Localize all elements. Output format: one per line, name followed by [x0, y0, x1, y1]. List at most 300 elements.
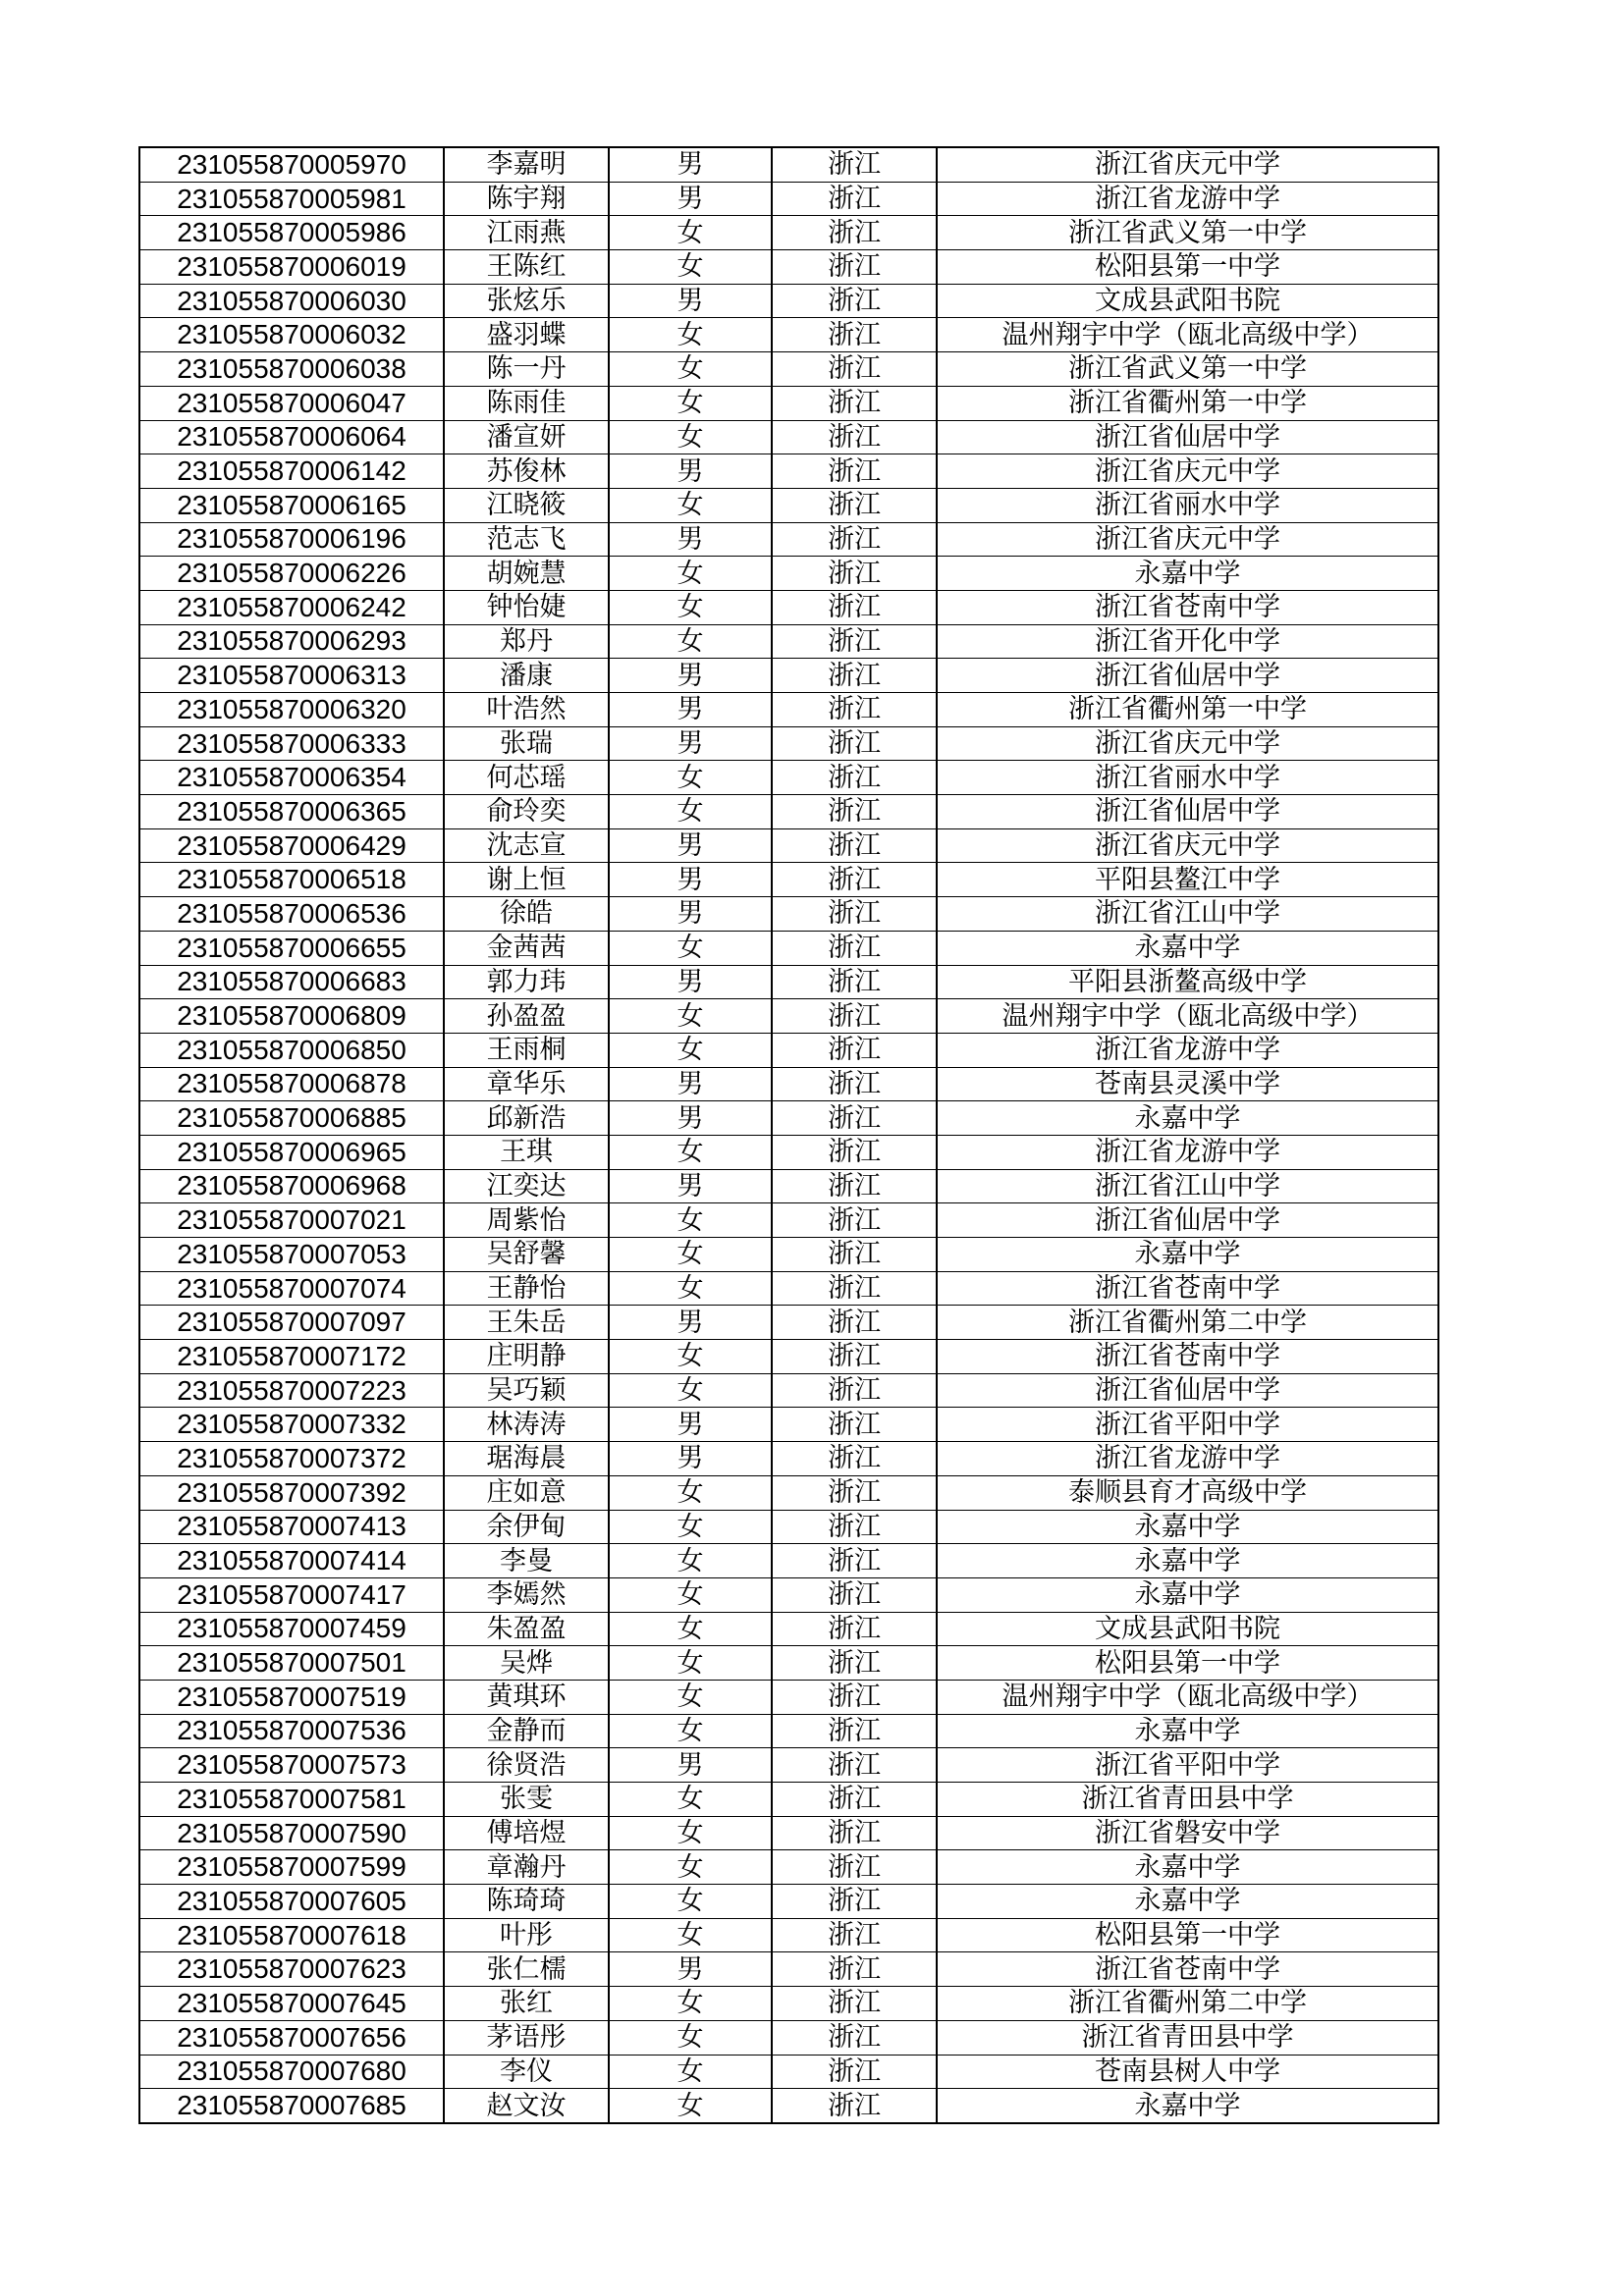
school-cell: 浙江省衢州第二中学 [937, 1306, 1438, 1340]
table-row [139, 2055, 1438, 2089]
table-row [139, 216, 1438, 250]
gender-cell: 女 [609, 1850, 772, 1885]
student-name-cell: 谢上恒 [444, 863, 609, 897]
student-name-cell: 王雨桐 [444, 1033, 609, 1067]
province-cell: 浙江 [772, 1918, 937, 1952]
province-cell: 浙江 [772, 1340, 937, 1374]
school-cell: 浙江省龙游中学 [937, 1135, 1438, 1169]
student-name-cell: 黄琪环 [444, 1680, 609, 1714]
province-cell: 浙江 [772, 1987, 937, 2021]
gender-cell: 男 [609, 1748, 772, 1783]
school-cell: 文成县武阳书院 [937, 284, 1438, 318]
province-cell: 浙江 [772, 250, 937, 285]
student-name-cell: 陈琦琦 [444, 1885, 609, 1919]
exam-id-cell: 231055870007392 [139, 1475, 444, 1510]
student-name-cell: 傅培煜 [444, 1816, 609, 1850]
gender-cell: 女 [609, 352, 772, 387]
student-name-cell: 林涛涛 [444, 1408, 609, 1442]
student-name-cell: 余伊甸 [444, 1510, 609, 1544]
exam-id-cell: 231055870006032 [139, 318, 444, 352]
gender-cell: 男 [609, 182, 772, 216]
table-row [139, 1680, 1438, 1714]
exam-id-cell: 231055870007021 [139, 1203, 444, 1238]
table-row [139, 999, 1438, 1034]
gender-cell: 女 [609, 1680, 772, 1714]
province-cell: 浙江 [772, 522, 937, 557]
exam-id-cell: 231055870006885 [139, 1101, 444, 1136]
exam-id-cell: 231055870007656 [139, 2020, 444, 2055]
school-cell: 浙江省青田县中学 [937, 1783, 1438, 1817]
exam-id-cell: 231055870007172 [139, 1340, 444, 1374]
province-cell: 浙江 [772, 216, 937, 250]
gender-cell: 男 [609, 1169, 772, 1203]
gender-cell: 女 [609, 420, 772, 454]
student-name-cell: 章华乐 [444, 1067, 609, 1101]
province-cell: 浙江 [772, 1816, 937, 1850]
province-cell: 浙江 [772, 1714, 937, 1748]
exam-id-cell: 231055870007413 [139, 1510, 444, 1544]
gender-cell: 女 [609, 557, 772, 591]
exam-id-cell: 231055870006142 [139, 454, 444, 489]
province-cell: 浙江 [772, 1067, 937, 1101]
table-row [139, 318, 1438, 352]
table-row [139, 1101, 1438, 1136]
province-cell: 浙江 [772, 828, 937, 863]
gender-cell: 女 [609, 1783, 772, 1817]
school-cell: 永嘉中学 [937, 2089, 1438, 2123]
table-row [139, 250, 1438, 285]
province-cell: 浙江 [772, 1646, 937, 1681]
province-cell: 浙江 [772, 488, 937, 522]
table-row [139, 1918, 1438, 1952]
school-cell: 浙江省丽水中学 [937, 761, 1438, 795]
school-cell: 浙江省平阳中学 [937, 1408, 1438, 1442]
table-row [139, 420, 1438, 454]
gender-cell: 女 [609, 761, 772, 795]
gender-cell: 女 [609, 1885, 772, 1919]
gender-cell: 男 [609, 1408, 772, 1442]
school-cell: 浙江省龙游中学 [937, 1442, 1438, 1476]
gender-cell: 女 [609, 1271, 772, 1306]
exam-id-cell: 231055870006365 [139, 795, 444, 829]
table-row [139, 1271, 1438, 1306]
exam-id-cell: 231055870006030 [139, 284, 444, 318]
table-row [139, 1169, 1438, 1203]
exam-id-cell: 231055870007645 [139, 1987, 444, 2021]
gender-cell: 男 [609, 897, 772, 932]
student-name-cell: 李嘉明 [444, 147, 609, 182]
province-cell: 浙江 [772, 1271, 937, 1306]
school-cell: 苍南县灵溪中学 [937, 1067, 1438, 1101]
gender-cell: 女 [609, 1475, 772, 1510]
student-name-cell: 盛羽蝶 [444, 318, 609, 352]
gender-cell: 女 [609, 216, 772, 250]
province-cell: 浙江 [772, 2020, 937, 2055]
table-row [139, 659, 1438, 693]
gender-cell: 女 [609, 386, 772, 420]
school-cell: 浙江省庆元中学 [937, 454, 1438, 489]
exam-id-cell: 231055870006850 [139, 1033, 444, 1067]
table-row [139, 284, 1438, 318]
gender-cell: 女 [609, 1544, 772, 1578]
province-cell: 浙江 [772, 1850, 937, 1885]
exam-id-cell: 231055870006878 [139, 1067, 444, 1101]
student-name-cell: 江奕达 [444, 1169, 609, 1203]
gender-cell: 男 [609, 726, 772, 761]
table-row [139, 1816, 1438, 1850]
student-name-cell: 金茜茜 [444, 931, 609, 965]
table-row [139, 931, 1438, 965]
exam-id-cell: 231055870007223 [139, 1373, 444, 1408]
table-row [139, 1135, 1438, 1169]
exam-id-cell: 231055870007581 [139, 1783, 444, 1817]
student-name-cell: 郭力玮 [444, 965, 609, 999]
student-name-cell: 金静而 [444, 1714, 609, 1748]
province-cell: 浙江 [772, 182, 937, 216]
student-name-cell: 张炫乐 [444, 284, 609, 318]
student-name-cell: 吴舒馨 [444, 1238, 609, 1272]
school-cell: 永嘉中学 [937, 931, 1438, 965]
table-row [139, 454, 1438, 489]
school-cell: 永嘉中学 [937, 1510, 1438, 1544]
exam-id-cell: 231055870007074 [139, 1271, 444, 1306]
gender-cell: 女 [609, 318, 772, 352]
exam-id-cell: 231055870006019 [139, 250, 444, 285]
school-cell: 永嘉中学 [937, 1101, 1438, 1136]
school-cell: 平阳县鳌江中学 [937, 863, 1438, 897]
gender-cell: 女 [609, 1577, 772, 1612]
province-cell: 浙江 [772, 863, 937, 897]
table-row [139, 1306, 1438, 1340]
exam-id-cell: 231055870007372 [139, 1442, 444, 1476]
school-cell: 松阳县第一中学 [937, 250, 1438, 285]
table-row [139, 1238, 1438, 1272]
exam-id-cell: 231055870007623 [139, 1952, 444, 1987]
exam-id-cell: 231055870006536 [139, 897, 444, 932]
school-cell: 浙江省苍南中学 [937, 590, 1438, 624]
school-cell: 浙江省庆元中学 [937, 147, 1438, 182]
province-cell: 浙江 [772, 1203, 937, 1238]
province-cell: 浙江 [772, 1373, 937, 1408]
exam-id-cell: 231055870007501 [139, 1646, 444, 1681]
province-cell: 浙江 [772, 318, 937, 352]
province-cell: 浙江 [772, 1783, 937, 1817]
province-cell: 浙江 [772, 999, 937, 1034]
student-name-cell: 王静怡 [444, 1271, 609, 1306]
province-cell: 浙江 [772, 965, 937, 999]
exam-id-cell: 231055870006683 [139, 965, 444, 999]
school-cell: 温州翔宇中学（瓯北高级中学） [937, 1680, 1438, 1714]
student-name-cell: 吴巧颖 [444, 1373, 609, 1408]
student-name-cell: 朱盈盈 [444, 1612, 609, 1646]
table-row [139, 1714, 1438, 1748]
student-name-cell: 孙盈盈 [444, 999, 609, 1034]
gender-cell: 女 [609, 1203, 772, 1238]
student-name-cell: 何芯瑶 [444, 761, 609, 795]
province-cell: 浙江 [772, 1475, 937, 1510]
school-cell: 浙江省仙居中学 [937, 1373, 1438, 1408]
school-cell: 永嘉中学 [937, 1544, 1438, 1578]
exam-id-cell: 231055870006320 [139, 693, 444, 727]
table-row [139, 1885, 1438, 1919]
table-row [139, 693, 1438, 727]
gender-cell: 男 [609, 1952, 772, 1987]
school-cell: 温州翔宇中学（瓯北高级中学） [937, 999, 1438, 1034]
student-name-cell: 庄明静 [444, 1340, 609, 1374]
school-cell: 浙江省仙居中学 [937, 659, 1438, 693]
exam-id-cell: 231055870006165 [139, 488, 444, 522]
province-cell: 浙江 [772, 386, 937, 420]
exam-id-cell: 231055870006655 [139, 931, 444, 965]
province-cell: 浙江 [772, 1238, 937, 1272]
student-name-cell: 王琪 [444, 1135, 609, 1169]
table-row [139, 863, 1438, 897]
student-name-cell: 琚海晨 [444, 1442, 609, 1476]
student-name-cell: 潘康 [444, 659, 609, 693]
student-name-cell: 徐贤浩 [444, 1748, 609, 1783]
province-cell: 浙江 [772, 1577, 937, 1612]
school-cell: 松阳县第一中学 [937, 1918, 1438, 1952]
province-cell: 浙江 [772, 761, 937, 795]
gender-cell: 男 [609, 965, 772, 999]
table-row [139, 1612, 1438, 1646]
table-row [139, 182, 1438, 216]
gender-cell: 女 [609, 795, 772, 829]
gender-cell: 女 [609, 250, 772, 285]
student-name-cell: 郑丹 [444, 624, 609, 659]
student-name-cell: 江晓筱 [444, 488, 609, 522]
gender-cell: 女 [609, 1340, 772, 1374]
school-cell: 浙江省苍南中学 [937, 1340, 1438, 1374]
school-cell: 浙江省衢州第二中学 [937, 1987, 1438, 2021]
student-name-cell: 张瑞 [444, 726, 609, 761]
school-cell: 浙江省仙居中学 [937, 420, 1438, 454]
gender-cell: 女 [609, 1816, 772, 1850]
student-name-cell: 吴烨 [444, 1646, 609, 1681]
school-cell: 永嘉中学 [937, 1577, 1438, 1612]
table-row [139, 1783, 1438, 1817]
school-cell: 永嘉中学 [937, 1714, 1438, 1748]
exam-id-cell: 231055870006047 [139, 386, 444, 420]
province-cell: 浙江 [772, 1952, 937, 1987]
school-cell: 浙江省衢州第一中学 [937, 386, 1438, 420]
province-cell: 浙江 [772, 590, 937, 624]
school-cell: 浙江省龙游中学 [937, 1033, 1438, 1067]
table-row [139, 1987, 1438, 2021]
exam-id-cell: 231055870007536 [139, 1714, 444, 1748]
exam-id-cell: 231055870006196 [139, 522, 444, 557]
table-row [139, 1475, 1438, 1510]
gender-cell: 女 [609, 1714, 772, 1748]
province-cell: 浙江 [772, 624, 937, 659]
province-cell: 浙江 [772, 454, 937, 489]
table-row [139, 1033, 1438, 1067]
gender-cell: 男 [609, 828, 772, 863]
province-cell: 浙江 [772, 1408, 937, 1442]
table-row [139, 1442, 1438, 1476]
student-name-cell: 李嫣然 [444, 1577, 609, 1612]
exam-id-cell: 231055870007459 [139, 1612, 444, 1646]
student-name-cell: 江雨燕 [444, 216, 609, 250]
gender-cell: 女 [609, 1510, 772, 1544]
province-cell: 浙江 [772, 1680, 937, 1714]
exam-id-cell: 231055870006038 [139, 352, 444, 387]
student-name-cell: 赵文汝 [444, 2089, 609, 2123]
student-name-cell: 李曼 [444, 1544, 609, 1578]
table-row [139, 1748, 1438, 1783]
gender-cell: 女 [609, 999, 772, 1034]
province-cell: 浙江 [772, 726, 937, 761]
exam-id-cell: 231055870006226 [139, 557, 444, 591]
school-cell: 永嘉中学 [937, 1850, 1438, 1885]
exam-id-cell: 231055870006242 [139, 590, 444, 624]
student-name-cell: 陈一丹 [444, 352, 609, 387]
student-name-cell: 邱新浩 [444, 1101, 609, 1136]
school-cell: 浙江省苍南中学 [937, 1271, 1438, 1306]
table-row [139, 1408, 1438, 1442]
student-name-cell: 周紫怡 [444, 1203, 609, 1238]
gender-cell: 女 [609, 1033, 772, 1067]
exam-id-cell: 231055870005970 [139, 147, 444, 182]
gender-cell: 女 [609, 1135, 772, 1169]
exam-id-cell: 231055870007573 [139, 1748, 444, 1783]
province-cell: 浙江 [772, 557, 937, 591]
school-cell: 浙江省江山中学 [937, 1169, 1438, 1203]
table-row [139, 2020, 1438, 2055]
gender-cell: 男 [609, 454, 772, 489]
table-row [139, 147, 1438, 182]
gender-cell: 男 [609, 659, 772, 693]
gender-cell: 男 [609, 147, 772, 182]
exam-id-cell: 231055870006333 [139, 726, 444, 761]
school-cell: 浙江省磐安中学 [937, 1816, 1438, 1850]
gender-cell: 男 [609, 863, 772, 897]
gender-cell: 女 [609, 590, 772, 624]
school-cell: 苍南县树人中学 [937, 2055, 1438, 2089]
student-name-cell: 章瀚丹 [444, 1850, 609, 1885]
table-row [139, 522, 1438, 557]
gender-cell: 女 [609, 488, 772, 522]
student-name-cell: 张红 [444, 1987, 609, 2021]
student-name-cell: 叶浩然 [444, 693, 609, 727]
exam-id-cell: 231055870007599 [139, 1850, 444, 1885]
province-cell: 浙江 [772, 1135, 937, 1169]
school-cell: 浙江省龙游中学 [937, 182, 1438, 216]
table-row [139, 624, 1438, 659]
school-cell: 浙江省开化中学 [937, 624, 1438, 659]
student-name-cell: 陈雨佳 [444, 386, 609, 420]
table-row [139, 828, 1438, 863]
school-cell: 浙江省苍南中学 [937, 1952, 1438, 1987]
table-row [139, 1067, 1438, 1101]
table-row [139, 1952, 1438, 1987]
gender-cell: 女 [609, 2020, 772, 2055]
exam-id-cell: 231055870007417 [139, 1577, 444, 1612]
province-cell: 浙江 [772, 1510, 937, 1544]
province-cell: 浙江 [772, 352, 937, 387]
exam-id-cell: 231055870007605 [139, 1885, 444, 1919]
exam-id-cell: 231055870006809 [139, 999, 444, 1034]
exam-id-cell: 231055870006968 [139, 1169, 444, 1203]
exam-id-cell: 231055870007680 [139, 2055, 444, 2089]
exam-id-cell: 231055870007519 [139, 1680, 444, 1714]
student-name-cell: 沈志宣 [444, 828, 609, 863]
table-row [139, 352, 1438, 387]
student-name-cell: 李仪 [444, 2055, 609, 2089]
province-cell: 浙江 [772, 1885, 937, 1919]
school-cell: 浙江省衢州第一中学 [937, 693, 1438, 727]
exam-id-cell: 231055870006313 [139, 659, 444, 693]
student-name-cell: 王陈红 [444, 250, 609, 285]
exam-id-cell: 231055870005986 [139, 216, 444, 250]
gender-cell: 女 [609, 1238, 772, 1272]
school-cell: 永嘉中学 [937, 1238, 1438, 1272]
province-cell: 浙江 [772, 2089, 937, 2123]
student-name-cell: 张仁檽 [444, 1952, 609, 1987]
exam-id-cell: 231055870007053 [139, 1238, 444, 1272]
exam-id-cell: 231055870006064 [139, 420, 444, 454]
gender-cell: 女 [609, 1373, 772, 1408]
gender-cell: 女 [609, 1646, 772, 1681]
exam-id-cell: 231055870005981 [139, 182, 444, 216]
student-name-cell: 叶彤 [444, 1918, 609, 1952]
gender-cell: 男 [609, 1442, 772, 1476]
province-cell: 浙江 [772, 1306, 937, 1340]
student-name-cell: 茅语彤 [444, 2020, 609, 2055]
school-cell: 温州翔宇中学（瓯北高级中学） [937, 318, 1438, 352]
exam-id-cell: 231055870006965 [139, 1135, 444, 1169]
province-cell: 浙江 [772, 420, 937, 454]
school-cell: 浙江省仙居中学 [937, 1203, 1438, 1238]
school-cell: 平阳县浙鳌高级中学 [937, 965, 1438, 999]
table-row [139, 1577, 1438, 1612]
school-cell: 文成县武阳书院 [937, 1612, 1438, 1646]
table-row [139, 557, 1438, 591]
student-name-cell: 庄如意 [444, 1475, 609, 1510]
table-row [139, 386, 1438, 420]
province-cell: 浙江 [772, 284, 937, 318]
province-cell: 浙江 [772, 147, 937, 182]
school-cell: 浙江省平阳中学 [937, 1748, 1438, 1783]
exam-id-cell: 231055870007097 [139, 1306, 444, 1340]
province-cell: 浙江 [772, 1442, 937, 1476]
province-cell: 浙江 [772, 897, 937, 932]
student-name-cell: 王朱岳 [444, 1306, 609, 1340]
exam-id-cell: 231055870007618 [139, 1918, 444, 1952]
gender-cell: 男 [609, 522, 772, 557]
table-row [139, 1373, 1438, 1408]
school-cell: 浙江省庆元中学 [937, 522, 1438, 557]
table-row [139, 726, 1438, 761]
exam-id-cell: 231055870007685 [139, 2089, 444, 2123]
exam-id-cell: 231055870007414 [139, 1544, 444, 1578]
table-row [139, 1646, 1438, 1681]
table-row [139, 2089, 1438, 2123]
school-cell: 浙江省丽水中学 [937, 488, 1438, 522]
school-cell: 浙江省江山中学 [937, 897, 1438, 932]
province-cell: 浙江 [772, 1544, 937, 1578]
school-cell: 浙江省青田县中学 [937, 2020, 1438, 2055]
province-cell: 浙江 [772, 2055, 937, 2089]
gender-cell: 男 [609, 1306, 772, 1340]
table-row [139, 965, 1438, 999]
student-name-cell: 苏俊林 [444, 454, 609, 489]
province-cell: 浙江 [772, 693, 937, 727]
school-cell: 永嘉中学 [937, 1885, 1438, 1919]
exam-id-cell: 231055870006354 [139, 761, 444, 795]
student-name-cell: 俞玲奕 [444, 795, 609, 829]
school-cell: 泰顺县育才高级中学 [937, 1475, 1438, 1510]
